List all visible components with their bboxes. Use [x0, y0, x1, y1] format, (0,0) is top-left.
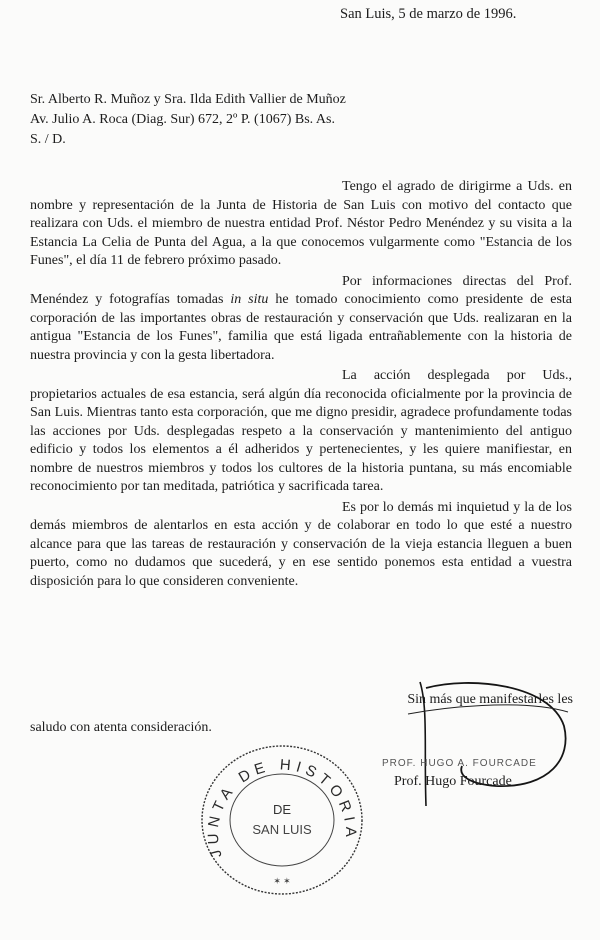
closing-line-2: saludo con atenta consideración. — [30, 720, 212, 735]
seal-ring-text: JUNTA DE HISTORIA — [204, 756, 360, 860]
seal-center-line-1: DE — [272, 802, 292, 817]
seal-center-line-2: SAN LUIS — [252, 822, 312, 837]
letter-body — [30, 178, 572, 593]
recipient-name: Sr. Alberto R. Muñoz y Sra. Ilda Edith Vallier de Muñoz — [30, 92, 346, 107]
paragraph-4: Es por lo demás mi inquietud y la de los demás miembros de alentarlos en esta acción y de colaborar en todo lo que esté a nuestro alcance para que las tareas de restauración y conservación de la vieja estancia lleguen a buen puerto, como no dudamos que sucederá, y en ese sentido ponemos esta entidad a vuestra disposición para lo que consideren conveniente. — [30, 499, 572, 589]
paragraph-1: Tengo el agrado de dirigirme a Uds. en nombre y representación de la Junta de Historia de San Luis con motivo del contacto que realizara con Uds. el miembro de nuestra entidad Prof. Néstor Pedro Menéndez y su visita a la Estancia La Celia de Punta del Agua, a la que conocemos vulgarmente como "Estancia de los Funes", el día 11 de febrero próximo pasado. — [30, 179, 572, 268]
signatory-name: Prof. Hugo Fourcade — [394, 774, 512, 789]
paragraph-2-text-b: he tomado conocimiento como presidente de esta corporación de las importantes obras de restauración y conservación que Uds. realizaran en la antigua "Estancia de los Funes", familia que está ligada entrañablemente con la historia de nuestra provincia y con la gesta libertadora. — [30, 292, 572, 363]
paragraph-2 — [30, 273, 572, 366]
letter-date: San Luis, 5 de marzo de 1996. — [340, 6, 517, 22]
paragraph-2-italic: in situ — [230, 292, 269, 307]
institution-seal — [196, 738, 368, 898]
seal-star-icon: ✶ ✶ — [273, 876, 291, 886]
recipient-block — [30, 90, 346, 150]
paragraph-2-text-a: Por informaciones directas del Prof. Menéndez y fotografías tomadas — [30, 273, 572, 307]
seal-inner-ring — [230, 774, 334, 866]
paragraph-3: La acción desplegada por Uds., propietarios actuales de esa estancia, será algún día reconocida oficialmente por la provincia de San Luis. Mientras tanto esta corporación, que me digno presidir, agradece profundamente todas las acciones por Uds. desplegadas respeto a la conservación y mantenimiento del antiguo edificio y todos los elementos a él adheridos y pertenecientes, y les quiere manifiestar, en nombre de nuestros miembros y todos los cultores de la historia puntana, su más encomiable reconocimiento por tan meditada, patriótica y sacrificada tarea. — [30, 368, 572, 494]
signatory-name-stamp: PROF. HUGO A. FOURCADE — [382, 758, 537, 769]
recipient-salutation: S. / D. — [30, 132, 66, 147]
recipient-address: Av. Julio A. Roca (Diag. Sur) 672, 2º P. (1067) Bs. As. — [30, 112, 335, 127]
closing-line-1: Sin más que manifestarles les — [407, 692, 573, 707]
